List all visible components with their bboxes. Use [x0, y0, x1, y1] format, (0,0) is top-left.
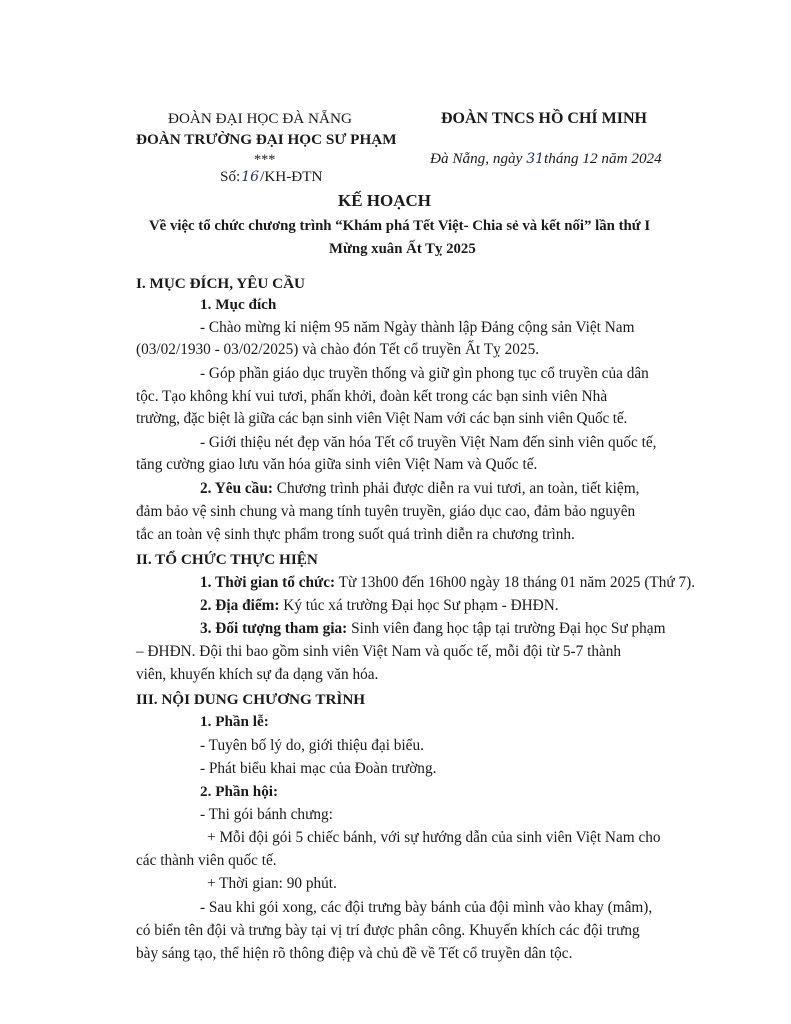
purpose-2-line-1: - Góp phần giáo dục truyền thống và giữ gìn phong tục cổ truyền của dân: [200, 365, 649, 382]
org-name: ĐOÀN TRƯỜNG ĐẠI HỌC SƯ PHẠM: [136, 131, 397, 148]
document-number: [220, 168, 323, 186]
place-date: [430, 150, 662, 168]
part-1-item-2: - Phát biểu khai mạc của Đoàn trường.: [200, 760, 437, 777]
org-target-line-1: [200, 620, 665, 638]
requirement-line-1: [200, 480, 639, 498]
requirement-label: 2. Yêu cầu:: [200, 480, 273, 497]
doc-no-suffix: /KH-ĐTN: [260, 168, 323, 185]
purpose-1-line-1: - Chào mừng kỉ niệm 95 năm Ngày thành lập Đảng cộng sản Việt Nam: [200, 319, 635, 336]
org-time-label: 1. Thời gian tổ chức:: [200, 574, 336, 591]
purpose-3-line-1: - Giới thiệu nét đẹp văn hóa Tết cổ truyền Việt Nam đến sinh viên quốc tế,: [200, 434, 657, 451]
org-time-value: Từ 13h00 đến 16h00 ngày 18 tháng 01 năm 2025 (Thứ 7).: [335, 574, 696, 591]
part-2-item-4-line-3: bày sáng tạo, thể hiện rõ thông điệp và chủ đề về Tết cổ truyền dân tộc.: [136, 945, 573, 962]
purpose-3-line-2: tăng cường giao lưu văn hóa giữa sinh viên Việt Nam và Quốc tế.: [136, 456, 538, 473]
purpose-1-line-2: (03/02/1930 - 03/02/2025) và chào đón Tết cổ truyền Ất Tỵ 2025.: [136, 341, 540, 358]
requirement-line-2: đảm bảo vệ sinh chung và mang tính tuyên truyền, giáo dục cao, đảm bảo nguyên: [136, 503, 636, 520]
part-2-item-4-line-2: có biển tên đội và trưng bày tại vị trí được phân công. Khuyến khích các đội trưng: [136, 922, 640, 939]
org-place: [200, 597, 559, 615]
document-title: KẾ HOẠCH: [338, 191, 432, 210]
org-target-label: 3. Đối tượng tham gia:: [200, 620, 348, 637]
document-subtitle-2: Mừng xuân Ất Tỵ 2025: [329, 241, 476, 257]
requirement-text: Chương trình phải được diễn ra vui tươi, an toàn, tiết kiệm,: [272, 480, 640, 497]
doc-no-prefix: Số:: [220, 168, 241, 185]
part-2-item-4-line-1: - Sau khi gói xong, các đội trưng bày bánh của đội mình vào khay (mâm),: [200, 899, 653, 916]
part-1-heading: 1. Phần lễ:: [200, 713, 269, 730]
doc-no-handwritten: 16: [241, 169, 260, 185]
section-3-heading: III. NỘI DUNG CHƯƠNG TRÌNH: [136, 691, 366, 708]
part-2-item-1: - Thi gói bánh chưng:: [200, 806, 333, 823]
date-handwritten: 31: [526, 151, 545, 167]
org-target-line-3: viên, khuyến khích sự đa dạng văn hóa.: [136, 666, 379, 683]
date-suffix: tháng 12 năm 2024: [544, 150, 662, 167]
org-target-value: Sinh viên đang học tập tại trường Đại học Sư phạm: [347, 620, 666, 637]
section-2-heading: II. TỔ CHỨC THỰC HIỆN: [136, 551, 318, 568]
part-2-item-2-line-1: + Mỗi đội gói 5 chiếc bánh, với sự hướng dẫn của sinh viên Việt Nam cho: [207, 829, 661, 846]
document-subtitle: Về việc tổ chức chương trình “Khám phá Tết Việt- Chia sẻ và kết nối” lần thứ I: [149, 218, 651, 234]
union-name: ĐOÀN TNCS HỒ CHÍ MINH: [441, 110, 647, 127]
org-parent: ĐOÀN ĐẠI HỌC ĐÀ NẴNG: [168, 110, 352, 127]
date-prefix: Đà Nẵng, ngày: [430, 150, 523, 167]
part-2-item-2-line-2: các thành viên quốc tế.: [136, 852, 277, 869]
purpose-2-line-2: tộc. Tạo không khí vui tươi, phấn khởi, đoàn kết trong các bạn sinh viên Nhà: [136, 388, 608, 405]
section-1-sub-purpose: 1. Mục đích: [200, 296, 277, 313]
requirement-line-3: tắc an toàn vệ sinh thực phẩm trong suốt quá trình diễn ra chương trình.: [136, 526, 575, 543]
purpose-2-line-3: trường, đặc biệt là giữa các bạn sinh viên Việt Nam với các bạn sinh viên Quốc tế.: [136, 410, 628, 427]
org-place-label: 2. Địa điểm:: [200, 597, 280, 614]
part-2-heading: 2. Phần hội:: [200, 783, 279, 800]
section-1-heading: I. MỤC ĐÍCH, YÊU CẦU: [136, 275, 306, 292]
org-target-line-2: – ĐHĐN. Đội thi bao gồm sinh viên Việt Nam và quốc tế, mỗi đội từ 5-7 thành: [136, 643, 622, 660]
part-2-item-3: + Thời gian: 90 phút.: [207, 875, 337, 892]
part-1-item-1: - Tuyên bố lý do, giới thiệu đại biểu.: [200, 737, 424, 754]
org-place-value: Ký túc xá trường Đại học Sư phạm - ĐHĐN.: [279, 597, 559, 614]
org-time: [200, 574, 695, 592]
header-stars: ***: [254, 152, 276, 168]
